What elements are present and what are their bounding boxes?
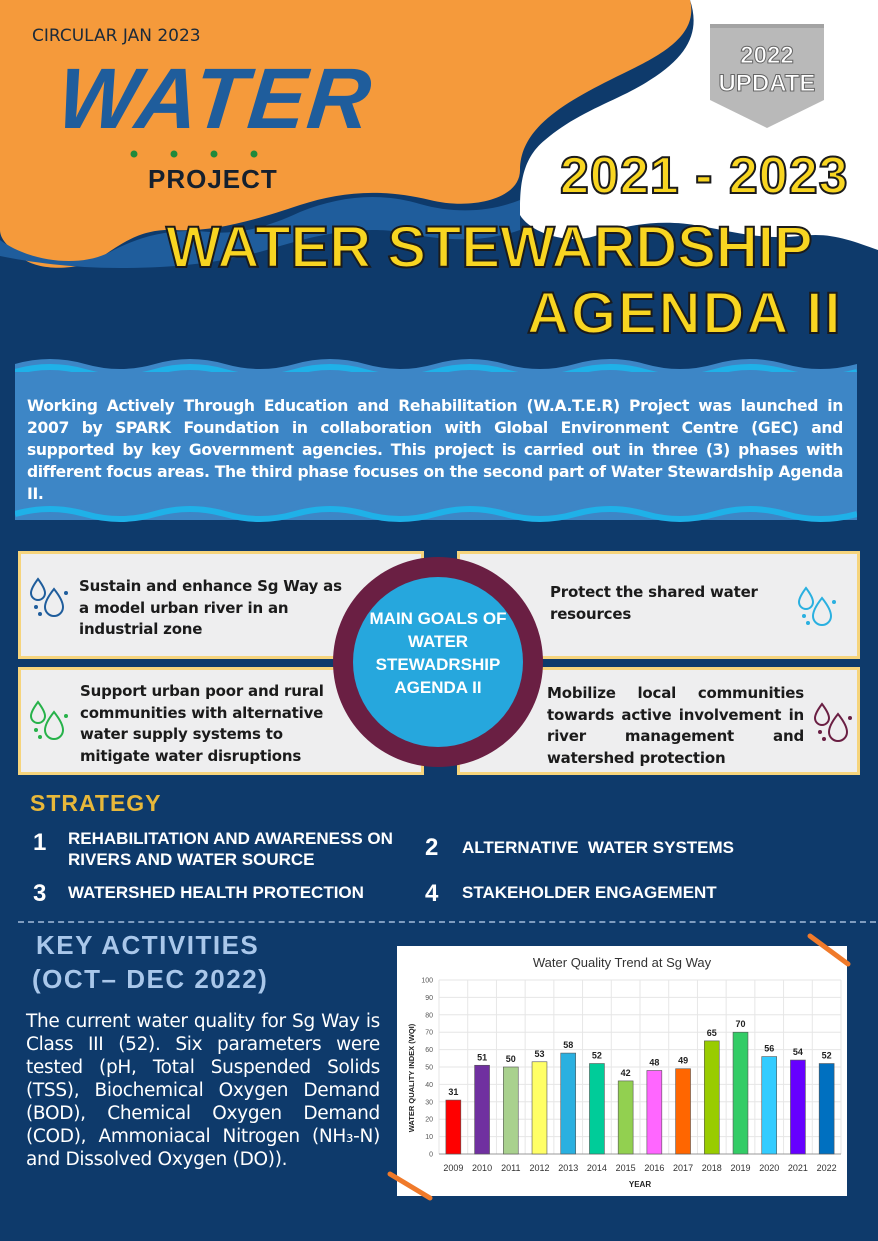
chart-y-tick-label: 90 (425, 994, 433, 1002)
water-drops-icon (796, 586, 840, 630)
chart-x-tick-label: 2013 (558, 1163, 579, 1173)
strategy-title: STRATEGY (30, 790, 162, 816)
strategy-number-3: 3 (33, 880, 47, 907)
chart-x-tick-label: 2019 (730, 1163, 751, 1173)
chart-bar (647, 1070, 662, 1154)
chart-y-tick-label: 40 (425, 1081, 433, 1089)
intro-paragraph: Working Actively Through Education and Rehabilitation (W.A.T.E.R) Project was launched in 2007 by SPARK Foundation in collaboration with Global Environment Centre (GEC) and supported by key Government agencies. This project is carried out in three (3) phases with different focus areas. The third phase focuses on the second part of Water Stewardship Agenda II. (27, 397, 843, 503)
chart-x-tick-label: 2017 (673, 1163, 694, 1173)
page-title-line2: AGENDA II (527, 281, 843, 346)
chart-data-label: 50 (505, 1054, 516, 1064)
chart-y-tick-label: 10 (425, 1134, 433, 1142)
chart-data-label: 42 (620, 1067, 631, 1078)
strategy-number-2: 2 (425, 834, 439, 861)
water-project-logo: WATER (53, 51, 378, 147)
strategy-number-1: 1 (33, 829, 47, 856)
water-drops-icon (812, 702, 856, 746)
water-drops-icon (28, 700, 72, 744)
chart-bar (762, 1057, 777, 1154)
chart-x-tick-label: 2020 (759, 1163, 780, 1173)
chart-y-tick-label: 30 (425, 1099, 433, 1107)
goal-text-4: Mobilize local communities towards active involvement in river management and watershed protection (547, 684, 804, 767)
chart-x-tick-label: 2016 (644, 1163, 665, 1173)
chart-x-tick-label: 2012 (529, 1163, 550, 1173)
chart-x-tick-label: 2011 (501, 1163, 521, 1173)
chart-bar (618, 1081, 633, 1154)
section-divider (18, 921, 876, 923)
logo-dots (130, 148, 300, 162)
chart-x-tick-label: 2018 (701, 1163, 722, 1173)
chart-data-label: 48 (649, 1057, 660, 1068)
chart-y-tick-label: 0 (429, 1151, 433, 1159)
water-drops-icon (28, 577, 72, 621)
chart-x-tick-label: 2022 (816, 1163, 837, 1173)
goal-text-3: Support urban poor and rural communities with alternative water supply systems to mitigate water disruptions (80, 682, 324, 765)
chart-data-label: 51 (477, 1052, 488, 1063)
badge-year: 2022 (740, 42, 794, 69)
year-range: 2021 - 2023 (560, 147, 849, 205)
chart-data-label: 52 (821, 1050, 832, 1061)
chart-bar (819, 1064, 834, 1154)
chart-x-tick-label: 2021 (787, 1163, 808, 1173)
chart-x-tick-label: 2014 (586, 1163, 607, 1173)
goal-text-1: Sustain and enhance Sg Way as a model urban river in an industrial zone (79, 577, 342, 638)
update-badge-text (710, 42, 824, 98)
goals-center-label: MAIN GOALS OF WATER STEWADRSHIP AGENDA II (369, 609, 507, 697)
goal-text-2: Protect the shared water resources (550, 583, 758, 623)
chart-data-label: 58 (563, 1040, 574, 1051)
tape-mark-bottom (384, 1168, 436, 1208)
chart-y-axis-label: WATER QUALITY INDEX (WQI) (407, 1023, 416, 1133)
key-activities-period: (OCT– DEC 2022) (32, 964, 269, 994)
chart-x-axis-label: YEAR (628, 1180, 652, 1189)
circular-label: CIRCULAR JAN 2023 (32, 26, 201, 46)
page-title-line1: WATER STEWARDSHIP (166, 215, 813, 280)
key-activities-title: KEY ACTIVITIES (36, 930, 260, 960)
chart-y-tick-label: 20 (425, 1116, 433, 1124)
chart-data-label: 52 (591, 1050, 602, 1061)
strategy-number-4: 4 (425, 880, 439, 907)
chart-bar (589, 1064, 604, 1154)
chart-x-tick-label: 2009 (443, 1163, 464, 1173)
chart-bar (475, 1065, 490, 1154)
chart-data-label: 65 (706, 1027, 717, 1038)
chart-bar (790, 1060, 805, 1154)
chart-title: Water Quality Trend at Sg Way (532, 955, 712, 970)
key-activities-paragraph: The current water quality for Sg Way is Class III (52). Six parameters were tested (pH, Total Suspended Solids (TSS), Biochemical Oxygen Demand (BOD), Chemical Oxygen Demand (COD), Ammoniacal Nitrogen (NH₃-N) and Dissolved Oxygen (DO)). (26, 1011, 380, 1170)
strategy-item-2: ALTERNATIVE WATER SYSTEMS (462, 838, 735, 857)
chart-x-tick-label: 2010 (472, 1163, 493, 1173)
strategy-item-4: STAKEHOLDER ENGAGEMENT (462, 883, 717, 902)
chart-data-label: 56 (764, 1043, 775, 1054)
chart-y-tick-label: 50 (425, 1064, 433, 1072)
logo-subtitle: PROJECT (148, 164, 278, 194)
chart-bar (446, 1100, 461, 1154)
chart-bar (532, 1062, 547, 1154)
chart-y-tick-label: 80 (425, 1012, 433, 1020)
chart-data-label: 53 (534, 1048, 545, 1059)
chart-y-tick-label: 100 (421, 977, 433, 985)
strategy-item-3: WATERSHED HEALTH PROTECTION (68, 883, 364, 902)
chart-data-label: 54 (792, 1047, 803, 1058)
chart-y-tick-label: 70 (425, 1029, 433, 1037)
strategy-item-1: REHABILITATION AND AWARENESS ON RIVERS AND WATER SOURCE (68, 829, 393, 869)
chart-bar (733, 1032, 748, 1154)
chart-bar (704, 1041, 719, 1154)
water-quality-chart (397, 946, 847, 1196)
tape-mark-top (804, 930, 854, 970)
chart-bar (676, 1069, 691, 1154)
badge-label: UPDATE (718, 70, 816, 97)
chart-data-label: 31 (448, 1087, 459, 1098)
chart-data-label: 70 (735, 1019, 746, 1030)
chart-bar (561, 1053, 576, 1154)
chart-y-tick-label: 60 (425, 1047, 433, 1055)
chart-data-label: 49 (678, 1055, 689, 1066)
chart-x-tick-label: 2015 (615, 1163, 636, 1173)
chart-bar (503, 1067, 518, 1154)
